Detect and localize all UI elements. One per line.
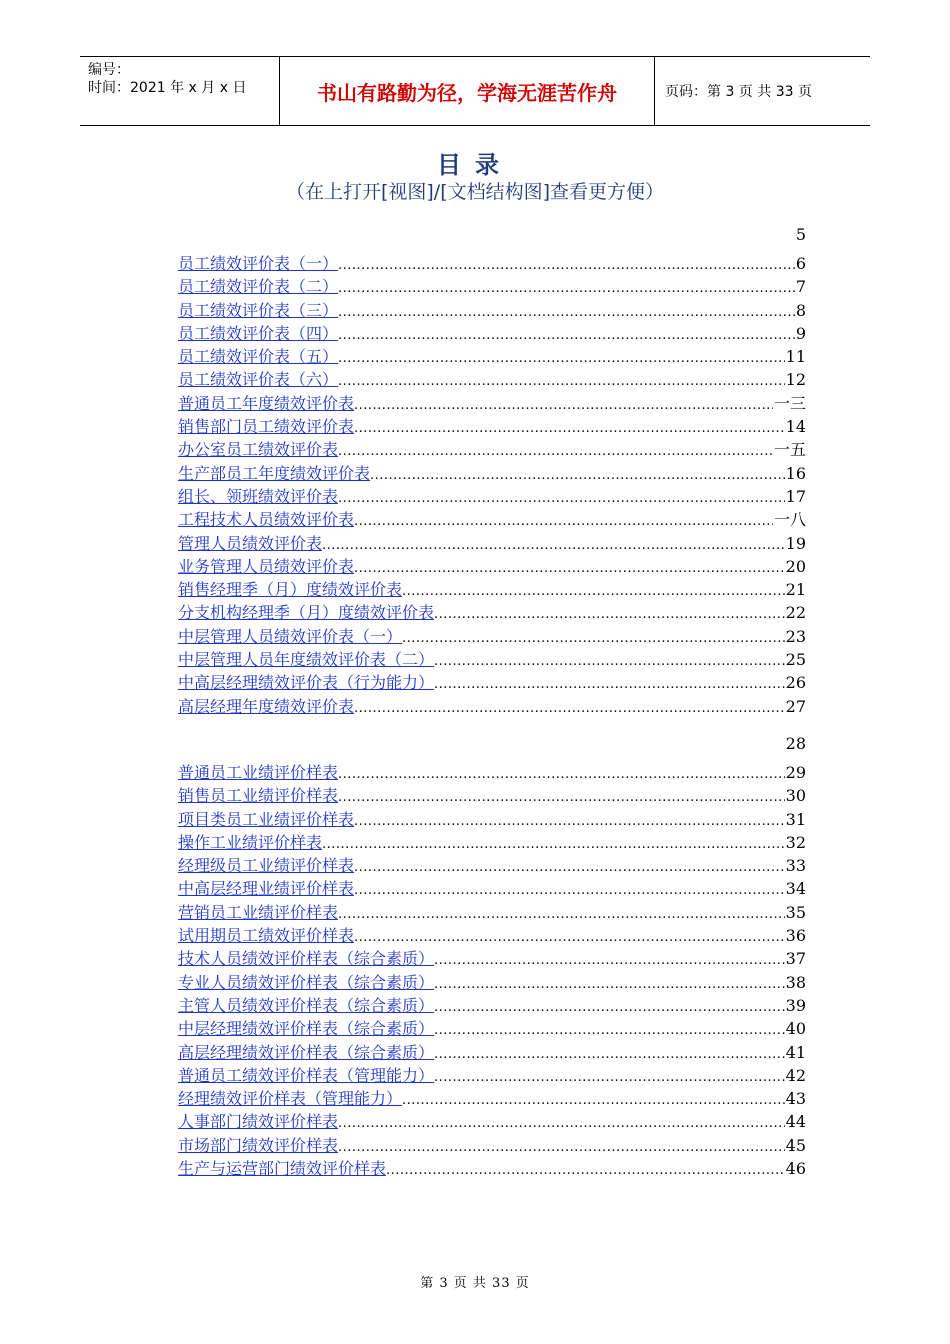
toc-entry-page: 21: [785, 580, 806, 600]
toc-entry-link[interactable]: 组长、领班绩效评价表: [178, 486, 339, 506]
toc-entry-page: 23: [785, 626, 806, 646]
toc-entry-link[interactable]: 中层管理人员绩效评价表（一）: [178, 626, 403, 646]
toc-entry-page: 17: [785, 486, 806, 506]
toc-entry-link[interactable]: 中层管理人员年度绩效评价表（二）: [178, 650, 435, 670]
header-page-info: 页码：第 3 页 共 33 页: [665, 84, 812, 100]
toc-entry-page: 39: [785, 995, 806, 1015]
toc-entry[interactable]: [178, 345, 806, 368]
toc-entry-page: 14: [785, 417, 806, 437]
document-time-label: 时间：2021 年 x 月 x 日: [88, 80, 247, 96]
dot-leader: [338, 301, 795, 324]
toc-entry-page: 40: [785, 1019, 806, 1039]
section-page-number: 28: [785, 734, 806, 753]
toc-entry-link[interactable]: 营销员工业绩评价样表: [178, 902, 339, 922]
dot-leader: [434, 1019, 785, 1042]
toc-entry-page: 33: [785, 856, 806, 876]
toc-entry-page: 41: [785, 1042, 806, 1062]
toc-entry-page: 44: [785, 1112, 806, 1132]
toc-entry-page: 26: [785, 673, 806, 693]
toc-entry[interactable]: [178, 299, 806, 322]
toc-entry-link[interactable]: 分支机构经理季（月）度绩效评价表: [178, 603, 435, 623]
dot-leader: [354, 879, 785, 902]
toc-entry[interactable]: [178, 392, 806, 415]
toc-entry-link[interactable]: 工程技术人员绩效评价表: [178, 510, 355, 530]
dot-leader: [386, 1159, 785, 1182]
toc-entry-link[interactable]: 普通员工业绩评价样表: [178, 763, 339, 782]
toc-entry-page: 一三: [773, 393, 806, 413]
toc-entry[interactable]: [178, 252, 806, 275]
dot-leader: [354, 417, 785, 440]
dot-leader: [402, 580, 785, 603]
toc-entry-link[interactable]: 员工绩效评价表（一）: [178, 254, 339, 273]
toc-entry-page: 36: [785, 926, 806, 946]
toc-entry-link[interactable]: 员工绩效评价表（五）: [178, 347, 339, 367]
toc-title: 目录: [437, 151, 513, 179]
toc-entry[interactable]: [178, 1110, 806, 1133]
toc-entry-page: 37: [785, 949, 806, 969]
toc-entry[interactable]: [178, 831, 806, 854]
dot-leader: [370, 464, 785, 487]
toc-entry[interactable]: [178, 1064, 806, 1087]
toc-entry[interactable]: [178, 877, 806, 900]
dot-leader: [338, 347, 785, 370]
toc-entry-page: 30: [785, 786, 806, 806]
toc-entry-link[interactable]: 销售部门员工绩效评价表: [178, 417, 355, 437]
toc-entry-link[interactable]: 中高层经理绩效评价表（行为能力）: [178, 673, 435, 693]
dot-leader: [434, 1066, 785, 1089]
toc-entry-link[interactable]: 高层经理绩效评价样表（综合素质）: [178, 1042, 435, 1062]
toc-entry[interactable]: [178, 971, 806, 994]
toc-entry-link[interactable]: 普通员工年度绩效评价表: [178, 393, 355, 413]
toc-entry[interactable]: [178, 648, 806, 671]
dot-leader: [402, 1089, 785, 1112]
toc-entry-page: 6: [795, 254, 806, 273]
dot-leader: [338, 370, 785, 393]
toc-entry[interactable]: [178, 671, 806, 694]
toc-entry-page: 32: [785, 832, 806, 852]
toc-section-2: [178, 731, 806, 1180]
dot-leader: [338, 440, 773, 463]
dot-leader: [338, 903, 785, 926]
dot-leader: [434, 650, 785, 673]
section-page-number: 5: [795, 225, 806, 244]
toc-entry-page: 27: [785, 696, 806, 716]
dot-leader: [338, 1136, 785, 1159]
toc-entry-link[interactable]: 员工绩效评价表（四）: [178, 323, 339, 343]
toc-entry-page: 45: [785, 1135, 806, 1155]
dot-leader: [354, 697, 785, 720]
dot-leader: [434, 1043, 785, 1066]
toc-entry[interactable]: [178, 695, 806, 718]
toc-entry[interactable]: [178, 578, 806, 601]
toc-entry-page: 7: [795, 277, 806, 297]
toc-entry-page: 34: [785, 879, 806, 899]
dot-leader: [354, 394, 773, 417]
toc-entry-link[interactable]: 管理人员绩效评价表: [178, 533, 323, 553]
toc-entry-page: 一八: [773, 510, 806, 530]
toc-entry-link[interactable]: 销售经理季（月）度绩效评价表: [178, 580, 403, 600]
toc-entry-link[interactable]: 操作工业绩评价样表: [178, 832, 323, 852]
dot-leader: [338, 277, 795, 300]
toc-entry[interactable]: [178, 508, 806, 531]
toc-entry-link[interactable]: 普通员工绩效评价样表（管理能力）: [178, 1065, 435, 1085]
toc-entry[interactable]: [178, 368, 806, 391]
dot-leader: [338, 763, 785, 786]
toc-entry-link[interactable]: 经理级员工业绩评价样表: [178, 856, 355, 876]
toc-entry-page: 16: [785, 463, 806, 483]
toc-entry-link[interactable]: 员工绩效评价表（二）: [178, 277, 339, 297]
toc-entry-link[interactable]: 办公室员工绩效评价表: [178, 440, 339, 460]
dot-leader: [322, 833, 785, 856]
toc-entry[interactable]: [178, 275, 806, 298]
toc-entry[interactable]: [178, 532, 806, 555]
toc-entry-link[interactable]: 员工绩效评价表（六）: [178, 370, 339, 390]
dot-leader: [338, 1112, 785, 1135]
page-header: [80, 56, 870, 126]
toc-entry[interactable]: [178, 901, 806, 924]
toc-entry-link[interactable]: 销售员工业绩评价样表: [178, 786, 339, 806]
toc-entry[interactable]: [178, 322, 806, 345]
toc-entry-link[interactable]: 生产与运营部门绩效评价样表: [178, 1159, 387, 1179]
toc-entry[interactable]: [178, 462, 806, 485]
toc-entry-page: 42: [785, 1065, 806, 1085]
dot-leader: [434, 603, 785, 626]
toc-entry[interactable]: [178, 924, 806, 947]
dot-leader: [354, 510, 773, 533]
toc-entry[interactable]: [178, 808, 806, 831]
toc-entry-link[interactable]: 主管人员绩效评价样表（综合素质）: [178, 995, 435, 1015]
dot-leader: [434, 949, 785, 972]
toc-entry-link[interactable]: 市场部门绩效评价样表: [178, 1135, 339, 1155]
dot-leader: [354, 926, 785, 949]
toc-entry-page: 一五: [773, 440, 806, 460]
dot-leader: [434, 973, 785, 996]
toc-entry[interactable]: [178, 1017, 806, 1040]
header-meta: [80, 57, 280, 125]
dot-leader: [338, 487, 785, 510]
toc-entry-link[interactable]: 项目类员工业绩评价样表: [178, 809, 355, 829]
toc-entry-page: 19: [785, 533, 806, 553]
toc-entry-link[interactable]: 技术人员绩效评价样表（综合素质）: [178, 949, 435, 969]
dot-leader: [402, 627, 785, 650]
header-motto: 书山有路勤为径，学海无涯苦作舟: [280, 57, 655, 125]
toc-entry[interactable]: [178, 1041, 806, 1064]
toc-entry-page: 11: [785, 347, 806, 367]
toc-entry[interactable]: [178, 784, 806, 807]
toc-entry-link[interactable]: 人事部门绩效评价样表: [178, 1112, 339, 1132]
toc-entry[interactable]: [178, 1157, 806, 1180]
dot-leader: [338, 324, 795, 347]
toc-entry[interactable]: [178, 601, 806, 624]
dot-leader: [354, 557, 785, 580]
dot-leader: [338, 254, 795, 277]
toc-entry-page: 46: [785, 1159, 806, 1179]
toc-entry[interactable]: [178, 1134, 806, 1157]
toc-entry-page: 22: [785, 603, 806, 623]
toc-entry[interactable]: [178, 947, 806, 970]
dot-leader: [354, 810, 785, 833]
toc-entry-link[interactable]: 员工绩效评价表（三）: [178, 300, 339, 320]
toc-entry-page: 8: [795, 300, 806, 320]
toc-entry[interactable]: [178, 625, 806, 648]
toc-entry[interactable]: [178, 415, 806, 438]
dot-leader: [434, 996, 785, 1019]
dot-leader: [322, 534, 785, 557]
toc-entry-link[interactable]: 中层经理绩效评价样表（综合素质）: [178, 1019, 435, 1039]
toc-entry-page: 29: [785, 763, 806, 782]
toc-entry[interactable]: [178, 1087, 806, 1110]
dot-leader: [354, 856, 785, 879]
toc-entry-page: 35: [785, 902, 806, 922]
toc-entry-link[interactable]: 高层经理年度绩效评价表: [178, 696, 355, 716]
dot-leader: [338, 786, 785, 809]
toc-entry-page: 12: [785, 370, 806, 390]
toc-entry-page: 20: [785, 556, 806, 576]
toc-entry-page: 9: [795, 323, 806, 343]
toc-entry-link[interactable]: 经理绩效评价样表（管理能力）: [178, 1089, 403, 1109]
toc-entry-link[interactable]: 中高层经理业绩评价样表: [178, 879, 355, 899]
toc-entry-page: 25: [785, 650, 806, 670]
toc-entry[interactable]: [178, 761, 806, 784]
toc-entry[interactable]: [178, 485, 806, 508]
toc-entry-link[interactable]: 试用期员工绩效评价样表: [178, 926, 355, 946]
toc-entry[interactable]: [178, 854, 806, 877]
toc-entry-link[interactable]: 生产部员工年度绩效评价表: [178, 463, 371, 483]
document-number-label: 编号：: [88, 62, 130, 78]
toc-section-1: [178, 222, 806, 718]
page-footer: 第 3 页 共 33 页: [420, 1276, 530, 1291]
toc-entry-page: 31: [785, 809, 806, 829]
toc-subtitle: （在上打开[视图]/[文档结构图]查看更方便）: [285, 181, 665, 203]
toc-entry[interactable]: [178, 555, 806, 578]
dot-leader: [434, 673, 785, 696]
toc-entry-link[interactable]: 专业人员绩效评价样表（综合素质）: [178, 972, 435, 992]
toc-entry-page: 43: [785, 1089, 806, 1109]
toc-entry-page: 38: [785, 972, 806, 992]
toc-entry[interactable]: [178, 994, 806, 1017]
toc-entry[interactable]: [178, 438, 806, 461]
toc-entry-link[interactable]: 业务管理人员绩效评价表: [178, 556, 355, 576]
